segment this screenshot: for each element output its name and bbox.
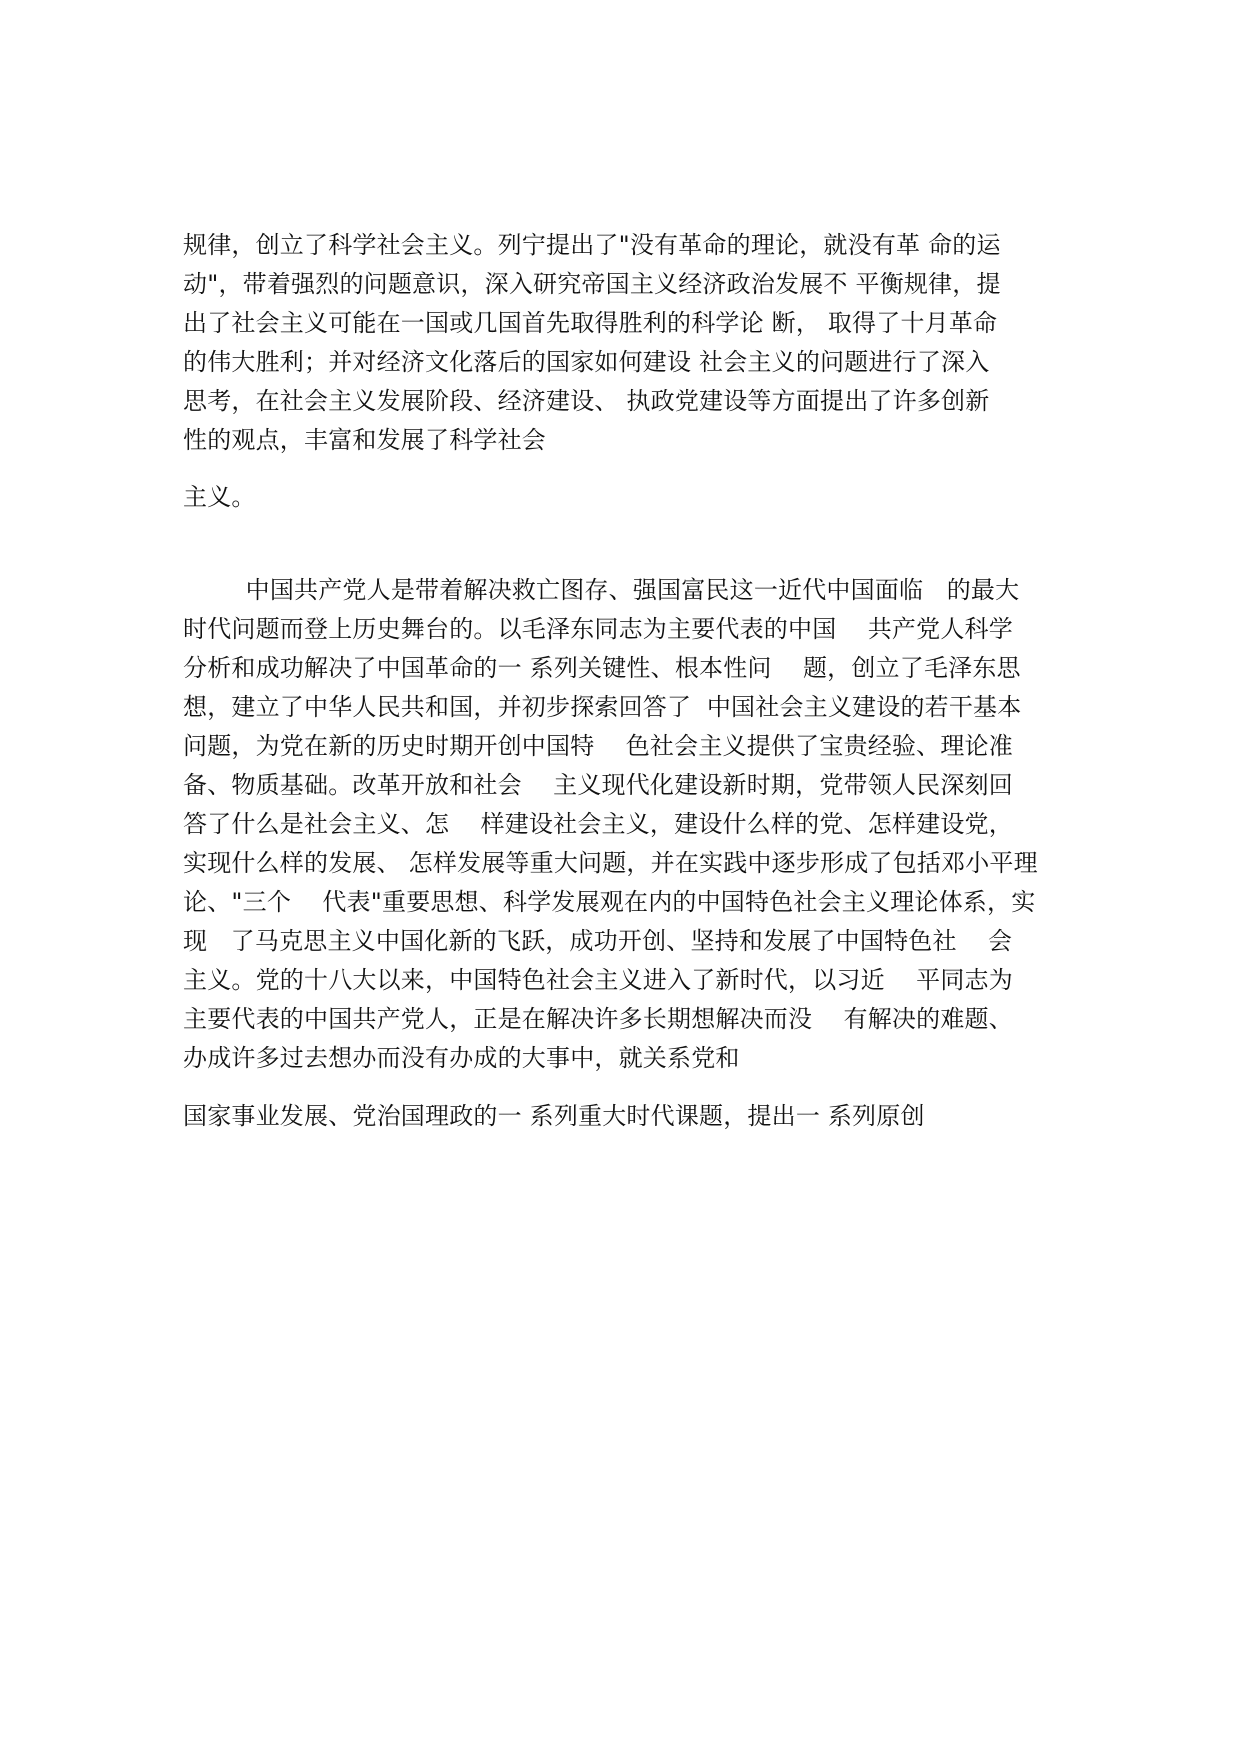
text-line: 实现什么样的发展、 怎样发展等重大问题，并在实践中逐步形成了包括邓小平理 (183, 849, 1038, 877)
text-line: 性的观点，丰富和发展了科学社会 (183, 426, 546, 454)
text-line: 主义。党的十八大以来，中国特色社会主义进入了新时代，以习近 平同志为 (183, 966, 1013, 994)
text-line: 国家事业发展、党治国理政的一 系列重大时代课题，提出一 系列原创 (183, 1102, 925, 1130)
text-line: 中国共产党人是带着解决救亡图存、强国富民这一近代中国面临 的最大 (183, 576, 1020, 604)
text-line: 规律，创立了科学社会主义。列宁提出了"没有革命的理论，就没有革 命的运 (183, 231, 1001, 259)
text-line: 主要代表的中国共产党人，正是在解决许多长期想解决而没 有解决的难题、 (183, 1005, 1013, 1033)
text-line: 现 了马克思主义中国化新的飞跃，成功开创、坚持和发展了中国特色社 会 (183, 927, 1013, 955)
text-line: 动"，带着强烈的问题意识，深入研究帝国主义经济政治发展不 平衡规律，提 (183, 270, 1001, 298)
text-line: 主义。 (183, 483, 256, 511)
text-line: 办成许多过去想办而没有办成的大事中，就关系党和 (183, 1044, 740, 1072)
text-line: 答了什么是社会主义、怎 样建设社会主义，建设什么样的党、怎样建设党， (183, 810, 1013, 838)
text-line: 时代问题而登上历史舞台的。以毛泽东同志为主要代表的中国 共产党人科学 (183, 615, 1013, 643)
text-line: 分析和成功解决了中国革命的一 系列关键性、根本性问 题，创立了毛泽东思 (183, 654, 1021, 682)
text-line: 思考，在社会主义发展阶段、经济建设、 执政党建设等方面提出了许多创新 (183, 387, 990, 415)
text-line: 的伟大胜利；并对经济文化落后的国家如何建设 社会主义的问题进行了深入 (183, 348, 990, 376)
text-line: 论、"三个 代表"重要思想、科学发展观在内的中国特色社会主义理论体系，实 (183, 888, 1036, 916)
text-line: 问题，为党在新的历史时期开创中国特 色社会主义提供了宝贵经验、理论准 (183, 732, 1013, 760)
text-line: 出了社会主义可能在一国或几国首先取得胜利的科学论 断， 取得了十月革命 (183, 309, 998, 337)
text-line: 备、物质基础。改革开放和社会 主义现代化建设新时期，党带领人民深刻回 (183, 771, 1013, 799)
text-line: 想，建立了中华人民共和国，并初步探索回答了 中国社会主义建设的若干基本 (183, 693, 1022, 721)
